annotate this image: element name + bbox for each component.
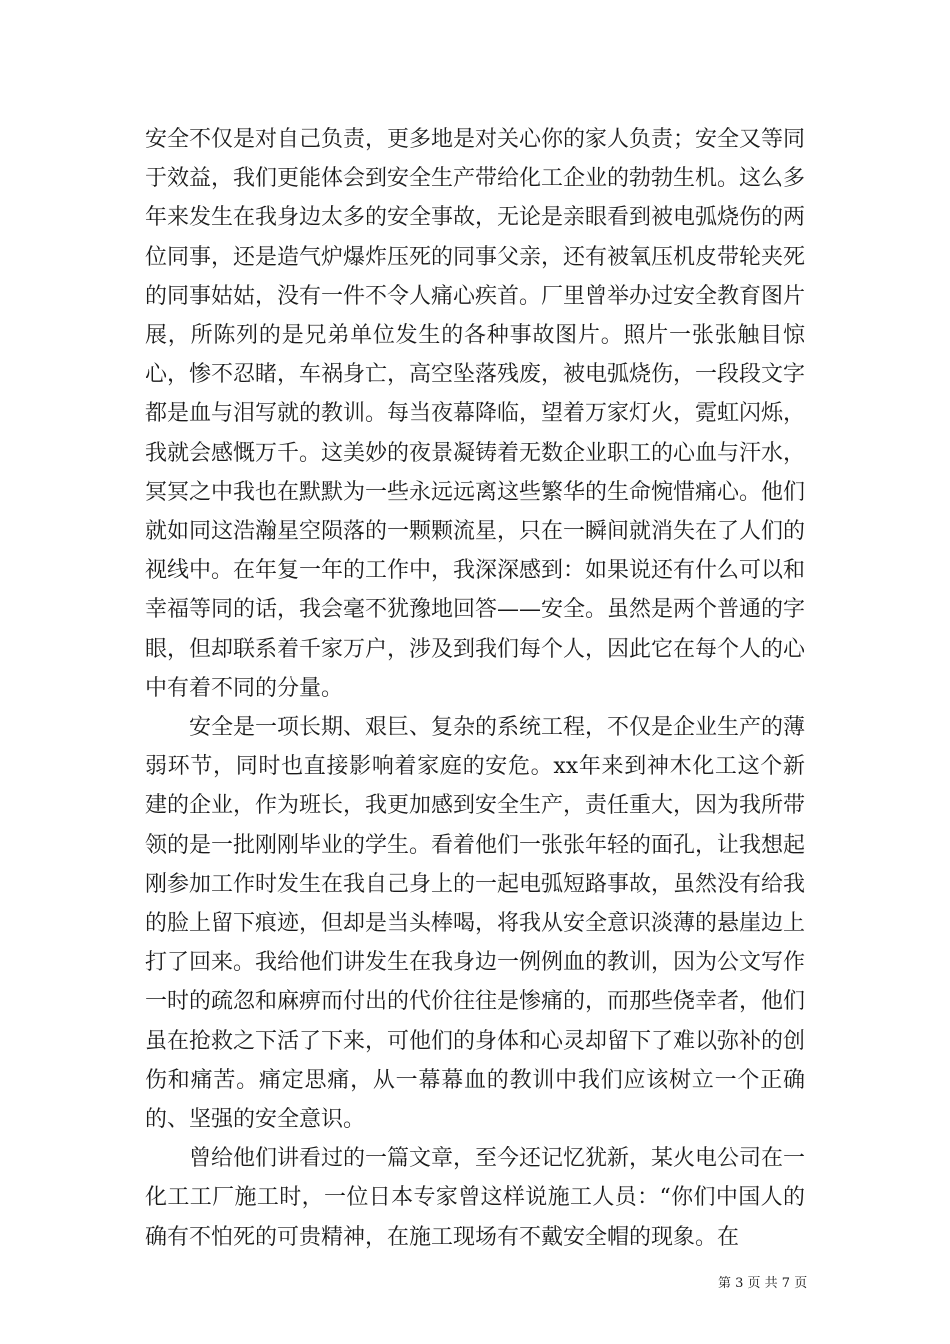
paragraph-3: 曾给他们讲看过的一篇文章，至今还记忆犹新，某火电公司在一化工工厂施工时，一位日本专家曾这样说施工人员：“你们中国人的确有不怕死的可贵精神，在施工现场有不戴安全帽的现象。在	[145, 1146, 806, 1250]
page-number-footer: 第 3 页 共 7 页	[718, 1276, 808, 1291]
document-body	[145, 120, 805, 1257]
paragraph-1: 安全不仅是对自己负责，更多地是对关心你的家人负责；安全又等同于效益，我们更能体会到安全生产带给化工企业的勃勃生机。这么多年来发生在我身边太多的安全事故，无论是亲眼看到被电弧烧伤的两位同事，还是造气炉爆炸压死的同事父亲，还有被氧压机皮带轮夹死的同事姑姑，没有一件不令人痛心疾首。厂里曾举办过安全教育图片展，所陈列的是兄弟单位发生的各种事故图片。照片一张张触目惊心，惨不忍睹，车祸身亡，高空坠落残废，被电弧烧伤，一段段文字都是血与泪写就的教训。每当夜幕降临，望着万家灯火，霓虹闪烁，我就会感慨万千。这美妙的夜景凝铸着无数企业职工的心血与汗水，冥冥之中我也在默默为一些永远远离这些繁华的生命惋惜痛心。他们就如同这浩瀚星空陨落的一颗颗流星，只在一瞬间就消失在了人们的视线中。在年复一年的工作中，我深深感到：如果说还有什么可以和幸福等同的话，我会毫不犹豫地回答——安全。虽然是两个普通的字眼，但却联系着千家万户，涉及到我们每个人，因此它在每个人的心中有着不同的分量。	[145, 127, 806, 701]
paragraph-2: 安全是一项长期、艰巨、复杂的系统工程，不仅是企业生产的薄弱环节，同时也直接影响着家庭的安危。xx年来到神木化工这个新建的企业，作为班长，我更加感到安全生产，责任重大，因为我所带领的是一批刚刚毕业的学生。看着他们一张张年轻的面孔，让我想起刚参加工作时发生在我自己身上的一起电弧短路事故，虽然没有给我的脸上留下痕迹，但却是当头棒喝，将我从安全意识淡薄的悬崖边上打了回来。我给他们讲发生在我身边一例例血的教训，因为公文写作一时的疏忽和麻痹而付出的代价往往是惨痛的，而那些侥幸者，他们虽在抢救之下活了下来，可他们的身体和心灵却留下了难以弥补的创伤和痛苦。痛定思痛，从一幕幕血的教训中我们应该树立一个正确的、坚强的安全意识。	[145, 715, 806, 1133]
